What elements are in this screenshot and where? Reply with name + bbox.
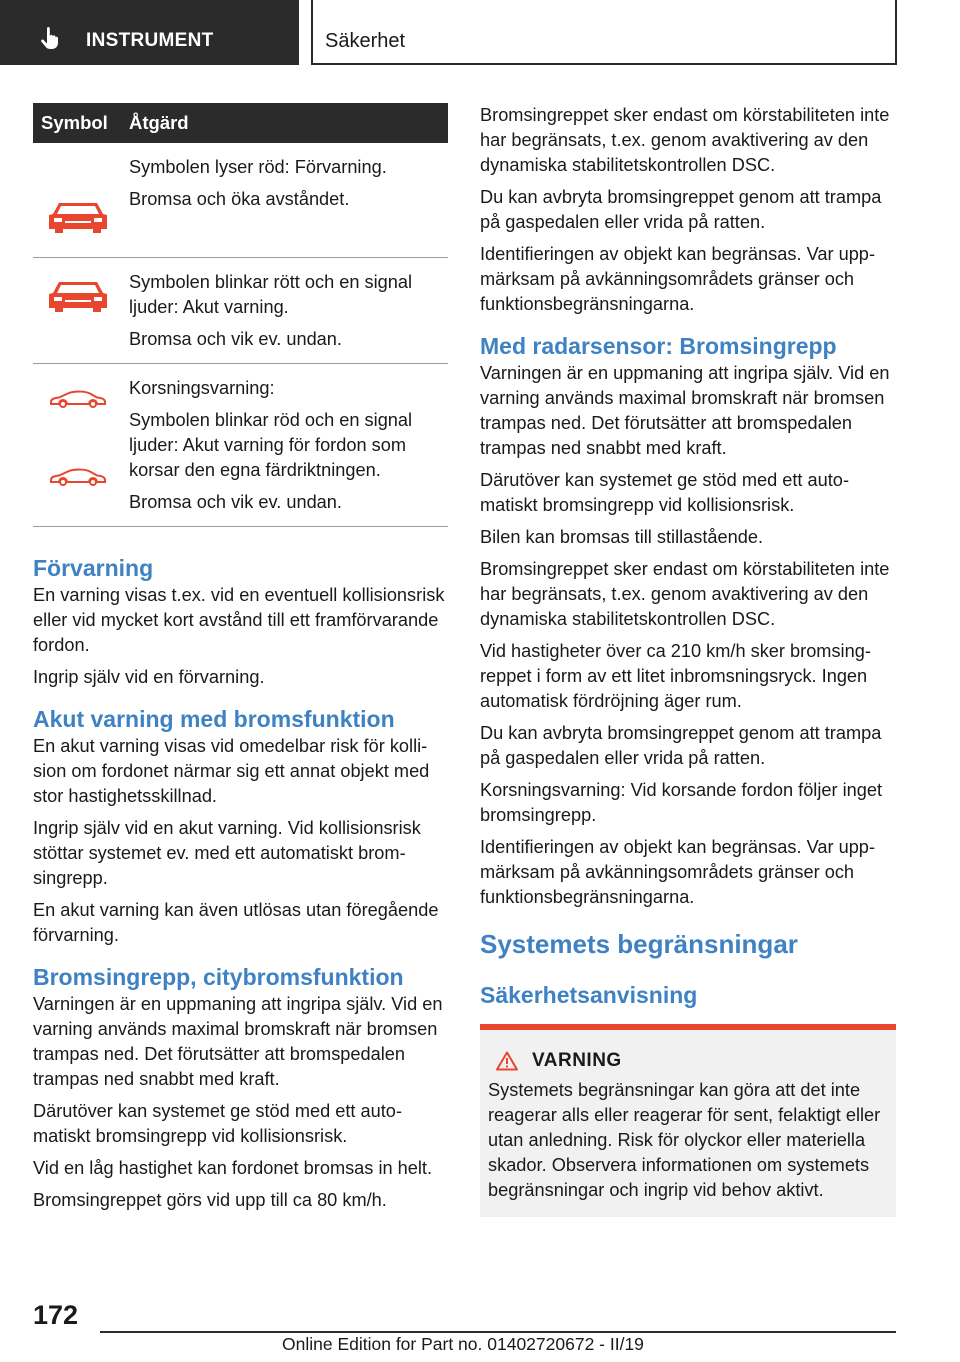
paragraph: En akut varning visas vid omedelbar risk för kollision om fordonet närmar sig ett annat objekt med stor hastighetsskillnad. xyxy=(33,735,430,806)
paragraph: Bromsingreppet görs vid upp till ca 80 km/h. xyxy=(33,1189,387,1210)
paragraph: Ingrip själv vid en förvarning. xyxy=(33,666,265,687)
table-cell-symbol xyxy=(33,143,127,257)
paragraph: Du kan avbryta bromsingreppet genom att trampa på gaspedalen eller vrida på ratten. xyxy=(480,187,882,232)
table-row xyxy=(33,143,448,257)
table-header-action: Åtgärd xyxy=(127,103,448,143)
table-cell-action xyxy=(127,363,448,526)
action-text: Symbolen blinkar rött och en signal ljuder: Akut varning. xyxy=(129,271,413,317)
table-row xyxy=(33,257,448,363)
left-column xyxy=(33,103,448,1220)
paragraph: En varning visas t.ex. vid en eventuell kollisionsrisk eller vid mycket kort avstånd till ett framförvarande fordon. xyxy=(33,584,445,655)
paragraph: Därutöver kan systemet ge stöd med ett automatiskt bromsingrepp vid kollisionsrisk. xyxy=(480,470,849,515)
paragraph: Identifieringen av objekt kan begränsas. Var uppmärksam på avkänningsområdets gränser och funktionsbegränsningarna. xyxy=(480,837,875,907)
car-side-icon xyxy=(49,468,107,486)
table-cell-symbol xyxy=(33,257,127,363)
action-text: Symbolen lyser röd: Förvarning. xyxy=(129,157,387,177)
table-header-row xyxy=(33,103,448,143)
table-cell-symbol xyxy=(33,363,127,526)
action-text: Korsningsvarning: xyxy=(129,377,275,398)
warning-title: VARNING xyxy=(532,1050,622,1071)
footer-edition: Online Edition for Part no. 01402720672 - II/19 xyxy=(282,1334,644,1354)
action-text: Bromsa och vik ev. undan. xyxy=(129,328,342,349)
heading-radarsensor: Med radarsensor: Bromsingrepp xyxy=(480,333,837,359)
car-front-icon xyxy=(47,199,109,235)
warning-header xyxy=(488,1050,888,1072)
paragraph: Därutöver kan systemet ge stöd med ett automatiskt bromsingrepp vid kollisionsrisk. xyxy=(33,1100,402,1146)
hand-pointer-icon xyxy=(38,26,62,50)
table-cell-action xyxy=(127,257,448,363)
paragraph: Bromsingreppet sker endast om körstabiliteten inte har begränsats, t.ex. genom avaktivering av den dynamiska stabilitetskontrollen DSC. xyxy=(480,105,890,175)
table-header-symbol: Symbol xyxy=(33,103,127,143)
right-column xyxy=(480,103,896,1217)
paragraph: Varningen är en uppmaning att ingripa själv. Vid en varning används maximal bromskraft när bromsen trampas ned. Det förutsätter att bromspedalen trampas ned snabbt med kraft. xyxy=(33,993,443,1089)
heading-forvarning: Förvarning xyxy=(33,554,154,581)
paragraph: Vid en låg hastighet kan fordonet bromsas in helt. xyxy=(33,1157,433,1178)
heading-akut-varning: Akut varning med bromsfunktion xyxy=(33,705,395,732)
table-cell-action xyxy=(127,143,448,257)
chapter-tab xyxy=(311,0,897,65)
symbol-table xyxy=(33,103,448,527)
paragraph: Vid hastigheter över ca 210 km/h sker bromsingreppet i form av ett litet inbromsningsryck. Ingen automatisk fördröjning äger rum. xyxy=(480,641,871,711)
footer-divider xyxy=(100,1331,896,1333)
section-title: INSTRUMENT xyxy=(86,30,214,51)
warning-box xyxy=(480,1024,896,1217)
car-side-icon xyxy=(49,390,107,408)
paragraph: Ingrip själv vid en akut varning. Vid kollisionsrisk stöttar systemet ev. med ett automatiskt bromsingrepp. xyxy=(33,817,421,888)
action-text: Symbolen blinkar röd och en signal ljuder: Akut varning för fordon som korsar den egna färdriktningen. xyxy=(129,409,413,480)
action-text: Bromsa och vik ev. undan. xyxy=(129,491,342,512)
action-text: Bromsa och öka avståndet. xyxy=(129,189,350,209)
paragraph: Bilen kan bromsas till stillastående. xyxy=(480,527,764,547)
warning-text: Systemets begränsningar kan göra att det inte reagerar alls eller reagerar för sent, felaktigt eller utan anledning. Risk för olyckor eller materiella skador. Observera informationen om systemets begränsningar och ingrip vid behov aktivt. xyxy=(488,1080,881,1200)
heading-sakerhetsanvisning: Säkerhetsanvisning xyxy=(480,982,698,1008)
page-number: 172 xyxy=(33,1300,79,1330)
table-row xyxy=(33,363,448,526)
section-tab xyxy=(0,0,299,65)
paragraph: Varningen är en uppmaning att ingripa själv. Vid en varning används maximal bromskraft när bromsen trampas ned. Det förutsätter att bromspedalen trampas ned snabbt med kraft. xyxy=(480,363,890,458)
paragraph: Identifieringen av objekt kan begränsas. Var uppmärksam på avkänningsområdets gränser och funktionsbegränsningarna. xyxy=(480,244,875,314)
warning-triangle-icon xyxy=(496,1051,518,1071)
chapter-title: Säkerhet xyxy=(325,30,406,52)
paragraph: En akut varning kan även utlösas utan föregående förvarning. xyxy=(33,899,439,945)
heading-systemets-begransningar: Systemets begränsningar xyxy=(480,929,798,959)
paragraph: Korsningsvarning: Vid korsande fordon följer inget bromsingrepp. xyxy=(480,780,883,825)
car-front-icon xyxy=(47,278,109,314)
paragraph: Bromsingreppet sker endast om körstabiliteten inte har begränsats, t.ex. genom avaktivering av den dynamiska stabilitetskontrollen DSC. xyxy=(480,559,890,629)
heading-citybromsfunktion: Bromsingrepp, citybromsfunktion xyxy=(33,963,404,990)
paragraph: Du kan avbryta bromsingreppet genom att trampa på gaspedalen eller vrida på ratten. xyxy=(480,723,882,768)
